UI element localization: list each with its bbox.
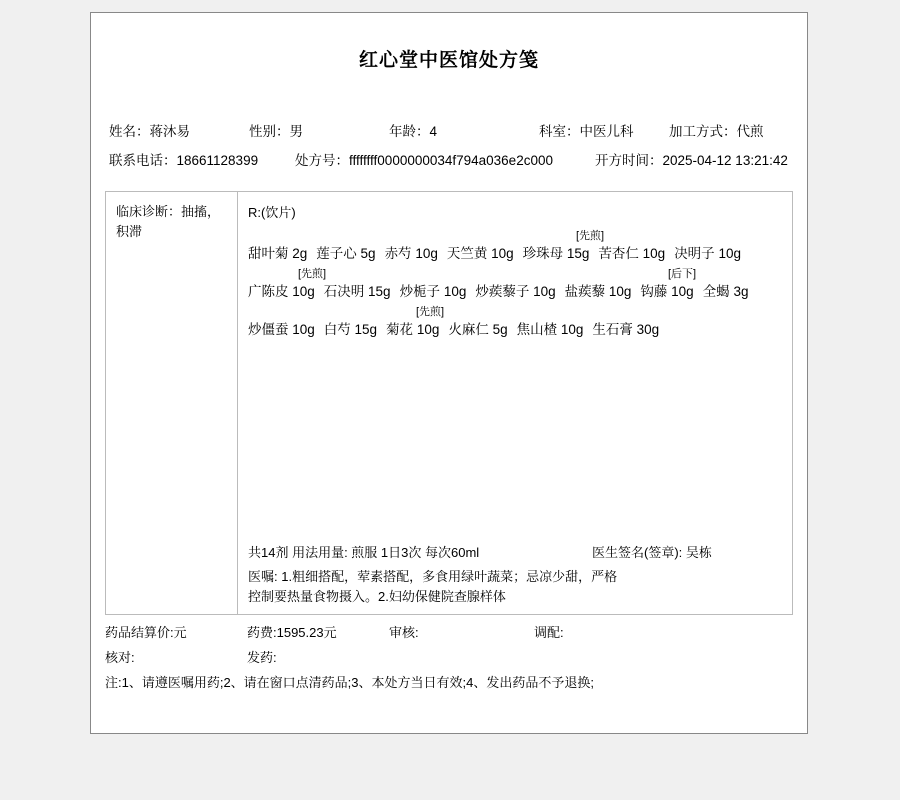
- billing-row-2: [105, 647, 793, 666]
- drug-item: 全蝎 3g: [702, 284, 749, 299]
- usage-row: [248, 542, 782, 561]
- drug-item: 决明子 10g: [674, 246, 741, 261]
- patient-info-row-1: [109, 120, 789, 140]
- drug-item: 炒僵蚕 10g: [248, 322, 315, 337]
- drug-item: 赤芍 10g: [384, 246, 438, 261]
- prescription-footer: [248, 542, 782, 614]
- drug-item: 甜叶菊 2g: [248, 246, 308, 261]
- review-field: 审核:: [389, 625, 419, 640]
- patient-name: 姓名：蒋沐易: [109, 124, 190, 139]
- drug-item: 火麻仁 5g: [448, 322, 508, 337]
- usage-instructions: 共14剂 用法用量: 煎服 1日3次 每次60ml: [248, 545, 480, 560]
- drug-row: [248, 280, 782, 300]
- drug-item: 珍珠母 15g: [522, 246, 590, 261]
- check-field: 核对:: [105, 650, 135, 665]
- process-method: 加工方式：代煎: [669, 124, 764, 139]
- doctor-signature: 医生签名(签章): 吴栋: [592, 545, 712, 560]
- dispense-field: 调配:: [534, 625, 564, 640]
- department: 科室：中医儿科: [539, 124, 634, 139]
- patient-info-block: [91, 120, 807, 169]
- settlement-price: 药品结算价:元: [105, 625, 187, 640]
- drug-item: 炒栀子 10g: [399, 284, 467, 299]
- prescription-number: 处方号：ffffffff0000000034f794a036e2c000: [295, 153, 553, 168]
- doctor-advice-line-2: 控制要热量食物摄入。2.妇幼保健院查腺样体: [248, 588, 506, 604]
- prescription-body: [105, 191, 793, 615]
- prescription-time: 开方时间：2025-04-12 13:21:42: [595, 153, 788, 168]
- drug-marker-row: [248, 227, 782, 242]
- rx-header: R:(饮片): [248, 205, 296, 220]
- patient-info-row-2: [109, 149, 789, 169]
- patient-gender: 性别：男: [249, 124, 303, 139]
- deliver-field: 发药:: [247, 650, 277, 665]
- drug-item: 钩藤 10g: [640, 284, 694, 299]
- drug-item: 盐蒺藜 10g: [564, 284, 632, 299]
- drug-item: 生石膏 30g: [592, 322, 660, 337]
- footer-note: 注:1、请遵医嘱用药;2、请在窗口点清药品;3、本处方当日有效;4、发出药品不予退换;: [105, 675, 594, 690]
- patient-phone: 联系电话：18661128399: [109, 153, 259, 168]
- decoction-marker: [后下]: [668, 268, 697, 280]
- drug-column: [238, 192, 792, 614]
- drug-item: 白芍 15g: [323, 322, 378, 337]
- drug-item: 天竺黄 10g: [446, 246, 514, 261]
- drug-item: 广陈皮 10g: [248, 284, 315, 299]
- drug-item: 炒蒺藜子 10g: [475, 284, 556, 299]
- drug-row: [248, 242, 782, 262]
- page-title: 红心堂中医馆处方笺: [358, 50, 539, 71]
- drug-marker-row: [248, 303, 782, 318]
- doctor-advice-line-1: 医嘱: 1.粗细搭配，荤素搭配，多食用绿叶蔬菜；忌凉少甜，严格: [248, 569, 618, 584]
- drug-lines: [248, 227, 782, 341]
- drug-item: 菊花 10g: [386, 322, 440, 337]
- drug-row: [248, 318, 782, 338]
- billing-row-1: [105, 622, 793, 641]
- drug-marker-row: [248, 265, 782, 280]
- decoction-marker: [先煎]: [416, 306, 445, 318]
- drug-item: 石决明 15g: [323, 284, 391, 299]
- patient-age: 年龄：4: [389, 124, 438, 139]
- drug-item: 莲子心 5g: [316, 246, 376, 261]
- prescription-page: [90, 12, 808, 734]
- billing-block: [105, 622, 793, 691]
- drug-item: 苦杏仁 10g: [598, 246, 666, 261]
- drug-item: 焦山楂 10g: [516, 322, 584, 337]
- decoction-marker: [先煎]: [576, 230, 605, 242]
- clinical-diagnosis: 临床诊断：抽搐，积滞: [106, 192, 238, 614]
- decoction-marker: [先煎]: [298, 268, 327, 280]
- drug-fee: 药费:1595.23元: [247, 625, 337, 640]
